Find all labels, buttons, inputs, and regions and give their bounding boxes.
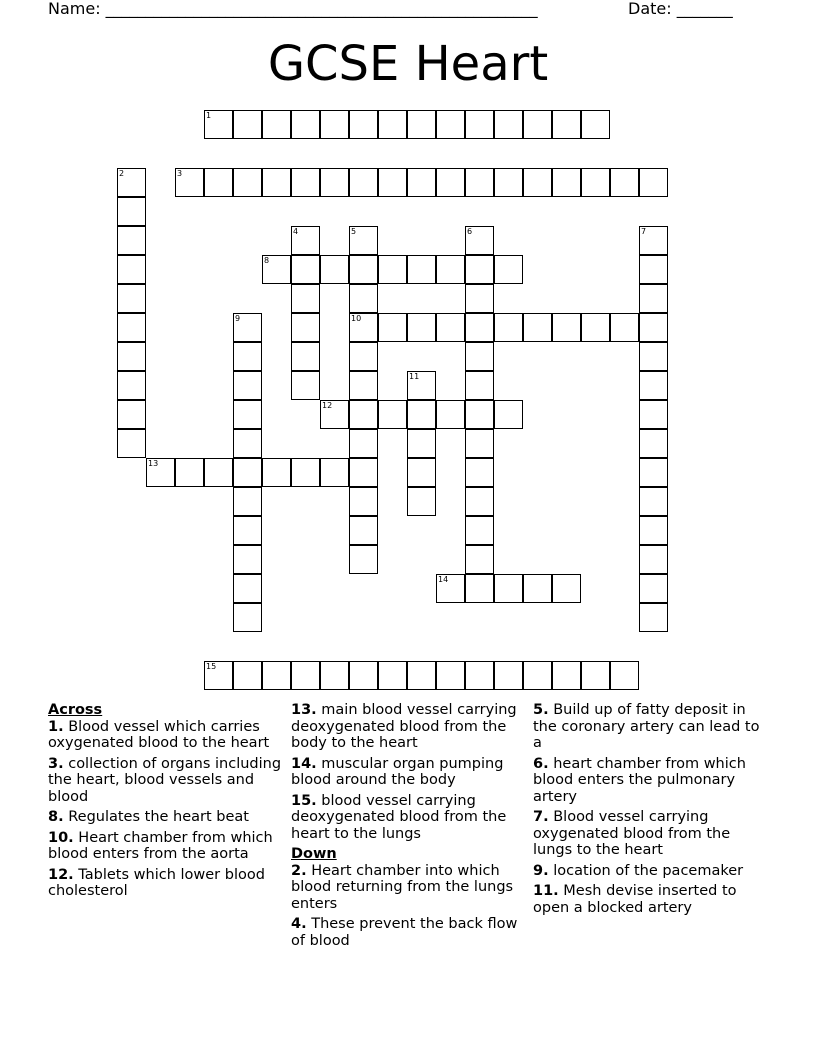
grid-cell[interactable] (523, 168, 552, 197)
grid-cell[interactable] (407, 110, 436, 139)
clue-number-label: 2 (119, 169, 125, 178)
grid-cell[interactable] (233, 661, 262, 690)
grid-cell[interactable] (349, 255, 378, 284)
grid-cell[interactable] (378, 400, 407, 429)
date-field-label: Date: _______ (628, 0, 733, 18)
grid-cell[interactable] (117, 342, 146, 371)
grid-cell[interactable] (407, 661, 436, 690)
clue-number-label: 10 (351, 314, 362, 323)
grid-cell[interactable] (117, 284, 146, 313)
clue-across-3: 3. collection of organs including the heart, blood vessels and blood (48, 755, 282, 805)
grid-cell[interactable] (117, 226, 146, 255)
clue-number-label: 9 (235, 314, 241, 323)
grid-cell[interactable] (233, 487, 262, 516)
clue-across-1: 1. Blood vessel which carries oxygenated blood to the heart (48, 718, 270, 751)
grid-cell[interactable] (349, 400, 378, 429)
grid-cell[interactable] (378, 255, 407, 284)
grid-cell[interactable] (233, 603, 262, 632)
grid-cell[interactable] (117, 429, 146, 458)
grid-cell[interactable] (436, 313, 465, 342)
grid-cell[interactable] (639, 371, 668, 400)
grid-cell[interactable] (349, 661, 378, 690)
grid-cell[interactable] (494, 255, 523, 284)
clue-down-11: 11. Mesh devise inserted to open a blocked artery (533, 883, 737, 916)
grid-cell[interactable] (233, 400, 262, 429)
grid-cell[interactable] (378, 313, 407, 342)
grid-cell[interactable] (320, 458, 349, 487)
grid-cell[interactable] (639, 429, 668, 458)
down-heading: Down (291, 846, 337, 862)
grid-cell[interactable] (581, 110, 610, 139)
grid-cell[interactable] (349, 284, 378, 313)
grid-cell[interactable] (436, 110, 465, 139)
grid-cell[interactable] (639, 458, 668, 487)
clue-down-4: 4. These prevent the back flow of blood (291, 916, 518, 949)
grid-cell[interactable] (639, 313, 668, 342)
clue-number-label: 7 (641, 227, 647, 236)
clue-number-label: 6 (467, 227, 473, 236)
clue-across-14: 14. muscular organ pumping blood around the body (291, 755, 504, 788)
grid-cell[interactable] (581, 313, 610, 342)
grid-cell[interactable] (639, 516, 668, 545)
grid-cell[interactable] (465, 545, 494, 574)
grid-cell[interactable] (436, 168, 465, 197)
grid-cell[interactable] (320, 255, 349, 284)
grid-cell[interactable] (262, 661, 291, 690)
grid-cell[interactable] (523, 661, 552, 690)
grid-cell[interactable] (523, 574, 552, 603)
grid-cell[interactable] (349, 487, 378, 516)
grid-cell[interactable] (407, 458, 436, 487)
grid-cell[interactable] (407, 313, 436, 342)
grid-cell[interactable] (523, 110, 552, 139)
grid-cell[interactable] (494, 574, 523, 603)
grid-cell[interactable] (233, 516, 262, 545)
grid-cell[interactable] (552, 168, 581, 197)
grid-cell[interactable] (465, 429, 494, 458)
page-title: GCSE Heart (267, 36, 549, 92)
grid-cell[interactable] (378, 110, 407, 139)
grid-cell[interactable] (465, 661, 494, 690)
grid-cell[interactable] (639, 545, 668, 574)
grid-cell[interactable] (639, 574, 668, 603)
grid-cell[interactable] (378, 168, 407, 197)
grid-cell[interactable] (349, 545, 378, 574)
grid-cell[interactable] (407, 400, 436, 429)
grid-cell[interactable] (465, 516, 494, 545)
clue-down-7: 7. Blood vessel carrying oxygenated blood from the lungs to the heart (533, 809, 731, 858)
grid-cell[interactable] (494, 661, 523, 690)
clue-across-13: 13. main blood vessel carrying deoxygenated blood from the body to the heart (291, 702, 517, 751)
grid-cell[interactable] (233, 110, 262, 139)
grid-cell[interactable] (204, 168, 233, 197)
grid-cell[interactable] (494, 110, 523, 139)
grid-cell[interactable] (349, 168, 378, 197)
grid-cell[interactable] (349, 371, 378, 400)
grid-cell[interactable] (233, 574, 262, 603)
grid-cell[interactable] (465, 574, 494, 603)
grid-cell[interactable] (552, 661, 581, 690)
grid-cell[interactable] (639, 487, 668, 516)
grid-cell[interactable] (349, 110, 378, 139)
grid-cell[interactable] (494, 400, 523, 429)
grid-cell[interactable] (378, 661, 407, 690)
clues-column-3 (533, 702, 769, 920)
grid-cell[interactable] (233, 429, 262, 458)
name-field-label: Name: ______________________________________________________ (48, 0, 538, 18)
grid-cell[interactable] (117, 255, 146, 284)
grid-cell[interactable] (349, 429, 378, 458)
grid-cell[interactable] (291, 313, 320, 342)
grid-cell[interactable] (233, 168, 262, 197)
grid-cell[interactable] (639, 284, 668, 313)
grid-cell[interactable] (262, 110, 291, 139)
grid-cell[interactable] (494, 313, 523, 342)
grid-cell[interactable] (610, 661, 639, 690)
grid-cell[interactable] (465, 313, 494, 342)
grid-cell[interactable] (291, 284, 320, 313)
clue-number-label: 13 (148, 459, 159, 468)
grid-cell[interactable] (552, 313, 581, 342)
grid-cell[interactable] (639, 168, 668, 197)
grid-cell[interactable] (233, 545, 262, 574)
grid-cell[interactable] (291, 371, 320, 400)
grid-cell[interactable] (291, 661, 320, 690)
grid-cell[interactable] (117, 371, 146, 400)
grid-cell[interactable] (639, 255, 668, 284)
grid-cell[interactable] (639, 603, 668, 632)
grid-cell[interactable] (320, 168, 349, 197)
clue-number-label: 4 (293, 227, 299, 236)
grid-cell[interactable] (552, 110, 581, 139)
grid-cell[interactable] (436, 661, 465, 690)
grid-cell[interactable] (262, 458, 291, 487)
clue-down-5: 5. Build up of fatty deposit in the coronary artery can lead to a (533, 702, 760, 751)
clue-across-8: 8. Regulates the heart beat (48, 809, 249, 825)
clue-across-15: 15. blood vessel carrying deoxygenated blood from the heart to the lungs (291, 792, 507, 842)
grid-cell[interactable] (291, 342, 320, 371)
clue-number-label: 3 (177, 169, 183, 178)
grid-cell[interactable] (465, 110, 494, 139)
grid-cell[interactable] (117, 313, 146, 342)
across-heading: Across (48, 702, 103, 718)
grid-cell[interactable] (349, 458, 378, 487)
grid-cell[interactable] (349, 516, 378, 545)
grid-cell[interactable] (291, 168, 320, 197)
grid-cell[interactable] (610, 168, 639, 197)
grid-cell[interactable] (320, 661, 349, 690)
grid-cell[interactable] (175, 458, 204, 487)
grid-cell[interactable] (639, 342, 668, 371)
grid-cell[interactable] (523, 313, 552, 342)
grid-cell[interactable] (407, 168, 436, 197)
clue-down-6: 6. heart chamber from which blood enters the pulmonary artery (533, 755, 746, 805)
grid-cell[interactable] (465, 400, 494, 429)
grid-cell[interactable] (465, 342, 494, 371)
grid-cell[interactable] (581, 168, 610, 197)
clues-column-1 (48, 702, 284, 904)
grid-cell[interactable] (465, 487, 494, 516)
grid-cell[interactable] (465, 168, 494, 197)
clue-number-label: 5 (351, 227, 357, 236)
grid-cell[interactable] (436, 400, 465, 429)
clue-across-12: 12. Tablets which lower blood cholesterol (48, 866, 265, 899)
grid-cell[interactable] (291, 110, 320, 139)
grid-cell[interactable] (291, 255, 320, 284)
grid-cell[interactable] (233, 458, 262, 487)
grid-cell[interactable] (639, 400, 668, 429)
grid-cell[interactable] (465, 255, 494, 284)
grid-cell[interactable] (465, 458, 494, 487)
clue-across-10: 10. Heart chamber from which blood enters from the aorta (48, 829, 273, 862)
grid-cell[interactable] (494, 168, 523, 197)
grid-cell[interactable] (233, 342, 262, 371)
grid-cell[interactable] (117, 197, 146, 226)
grid-cell[interactable] (407, 255, 436, 284)
clue-number-label: 15 (206, 662, 217, 671)
clue-number-label: 8 (264, 256, 270, 265)
clue-number-label: 11 (409, 372, 420, 381)
clues-column-2 (291, 702, 527, 953)
grid-cell[interactable] (610, 313, 639, 342)
grid-cell[interactable] (233, 371, 262, 400)
grid-cell[interactable] (262, 168, 291, 197)
clue-number-label: 1 (206, 111, 212, 120)
grid-cell[interactable] (552, 574, 581, 603)
clue-number-label: 12 (322, 401, 333, 410)
grid-cell[interactable] (204, 458, 233, 487)
clue-number-label: 14 (438, 575, 449, 584)
grid-cell[interactable] (465, 371, 494, 400)
grid-cell[interactable] (117, 400, 146, 429)
grid-cell[interactable] (291, 458, 320, 487)
clue-down-9: 9. location of the pacemaker (533, 862, 744, 879)
grid-cell[interactable] (407, 487, 436, 516)
grid-cell[interactable] (320, 110, 349, 139)
grid-cell[interactable] (436, 255, 465, 284)
grid-cell[interactable] (349, 342, 378, 371)
grid-cell[interactable] (465, 284, 494, 313)
grid-cell[interactable] (407, 429, 436, 458)
grid-cell[interactable] (581, 661, 610, 690)
clue-down-2: 2. Heart chamber into which blood returning from the lungs enters (291, 862, 514, 912)
